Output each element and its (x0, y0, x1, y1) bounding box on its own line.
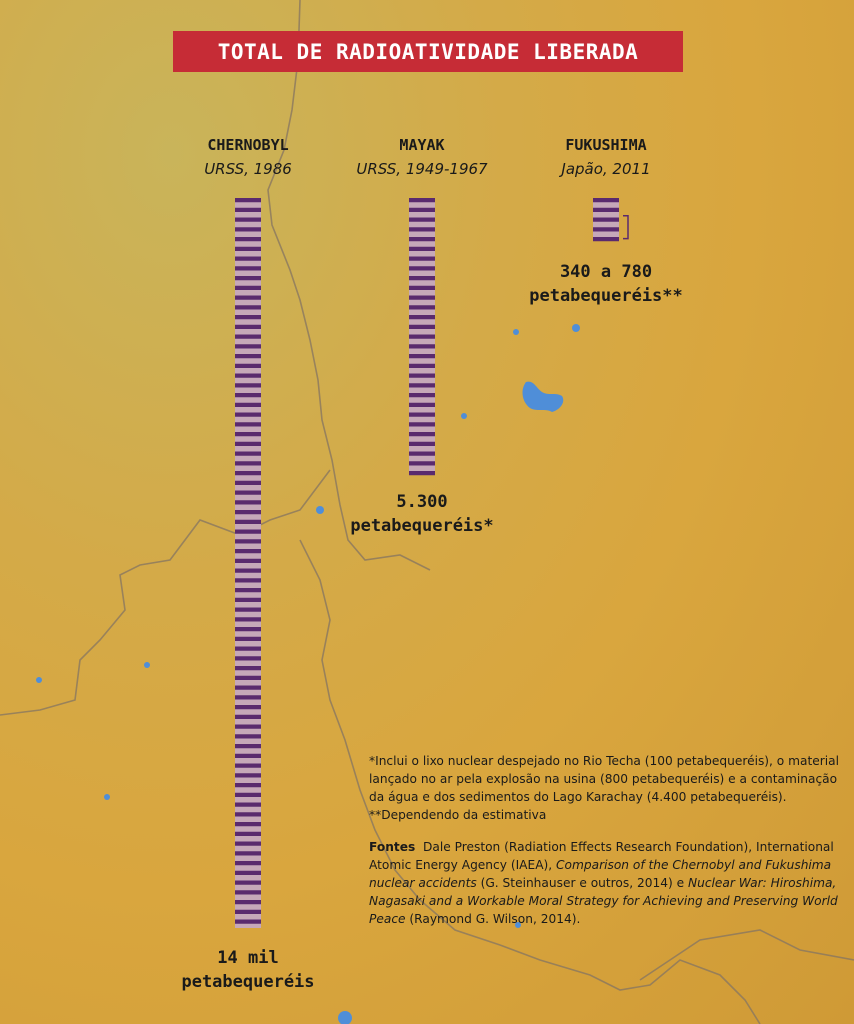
bar-stripe (235, 374, 261, 378)
fukushima-value-label (496, 260, 716, 308)
bar-stripe (235, 666, 261, 670)
range-bracket-fukushima (623, 216, 628, 239)
sources-text-3: (Raymond G. Wilson, 2014). (405, 912, 581, 926)
bar-stripe (409, 344, 435, 348)
bar-stripe (235, 296, 261, 300)
bar-stripe (593, 218, 619, 222)
bar-stripe (235, 608, 261, 612)
bar-stripe (593, 198, 619, 202)
bar-stripe (409, 393, 435, 397)
bar-stripe (235, 832, 261, 836)
bar-chernobyl (235, 198, 261, 928)
bar-stripe (409, 325, 435, 329)
bar-stripe (409, 413, 435, 417)
bar-stripe (235, 305, 261, 309)
bar-stripe (235, 754, 261, 758)
bar-stripe (409, 432, 435, 436)
bar-stripe (235, 656, 261, 660)
bar-stripe (235, 247, 261, 251)
bar-stripe (409, 247, 435, 251)
bar-stripe (235, 208, 261, 212)
bar-stripe (235, 920, 261, 924)
bar-stripe (235, 793, 261, 797)
bar-stripe (235, 500, 261, 504)
bar-stripe (409, 354, 435, 358)
bar-stripe (409, 296, 435, 300)
bar-stripe (593, 208, 619, 212)
bar-stripe (235, 569, 261, 573)
bar-stripe (235, 559, 261, 563)
bar-stripe (235, 851, 261, 855)
bar-stripe (409, 198, 435, 202)
bar-stripe (593, 227, 619, 231)
bar-stripe (235, 393, 261, 397)
bar-stripe (235, 422, 261, 426)
sources-italic-1: Comparison of the Chernobyl and Fukushima nuclear accidents (369, 858, 832, 890)
bar-stripe (235, 578, 261, 582)
bar-mayak (409, 198, 435, 475)
bar-stripe (409, 276, 435, 280)
chernobyl-subtitle: URSS, 1986 (204, 160, 292, 178)
mayak-value-label (312, 490, 532, 538)
bar-stripe (235, 461, 261, 465)
bar-stripe (235, 842, 261, 846)
chernobyl-unit: petabequeréis (181, 972, 315, 992)
sources-italic-2: Nuclear War: Hiroshima, Nagasaki and a Workable Moral Strategy for Achieving and Preserving World Peace (369, 876, 838, 926)
bar-stripe (235, 227, 261, 231)
bar-stripe (235, 803, 261, 807)
bar-stripe (235, 822, 261, 826)
bar-fukushima (593, 198, 619, 241)
bar-stripe (409, 266, 435, 270)
bar-stripe (409, 315, 435, 319)
bar-stripe (235, 257, 261, 261)
notes-block (369, 752, 839, 942)
mayak-subtitle: URSS, 1949-1967 (356, 160, 488, 178)
mayak-unit: petabequeréis* (350, 516, 494, 536)
bar-stripe (409, 383, 435, 387)
chernobyl-value: 14 mil (217, 948, 279, 968)
bar-stripe (409, 335, 435, 339)
bar-stripe (235, 471, 261, 475)
bar-stripe (235, 286, 261, 290)
bar-stripe (235, 549, 261, 553)
bar-stripe (409, 422, 435, 426)
bar-stripe (235, 588, 261, 592)
bar-stripe (235, 266, 261, 270)
footnote: *Inclui o lixo nuclear despejado no Rio Techa (100 petabequeréis), o material lançado no ar pela explosão na usina (800 petabequeréis) e a contaminação da água e dos sedimentos do Lago Karachay (4.400 petabequeréis). **Dependendo da estimativa (369, 754, 840, 822)
bar-stripe (235, 637, 261, 641)
bar-stripe (409, 374, 435, 378)
bar-stripe (235, 442, 261, 446)
bar-stripe (235, 890, 261, 894)
bar-stripe (409, 364, 435, 368)
bar-stripe (235, 871, 261, 875)
bar-stripe (409, 218, 435, 222)
sources (369, 838, 839, 928)
bar-stripe (235, 695, 261, 699)
bar-stripe (409, 257, 435, 261)
bar-stripe (235, 764, 261, 768)
mayak-label: MAYAK (399, 136, 445, 154)
bar-stripe (235, 530, 261, 534)
sources-label: Fontes (369, 840, 416, 854)
bar-stripe (235, 910, 261, 914)
bar-stripe (235, 491, 261, 495)
bar-stripe (235, 198, 261, 202)
bar-stripe (235, 598, 261, 602)
bar-stripe (235, 861, 261, 865)
sources-text-1: Dale Preston (Radiation Effects Research Foundation), International Atomic Energy Agency (IAEA), (369, 840, 834, 872)
bar-stripe (409, 471, 435, 475)
bar-stripe (409, 237, 435, 241)
bar-stripe (235, 432, 261, 436)
bar-stripe (409, 227, 435, 231)
bar-stripe (235, 510, 261, 514)
bar-stripe (235, 647, 261, 651)
bar-stripe (235, 520, 261, 524)
mayak-value: 5.300 (396, 492, 448, 512)
bar-stripe (235, 539, 261, 543)
bar-stripe (235, 627, 261, 631)
bar-stripe (235, 744, 261, 748)
bar-stripe (235, 812, 261, 816)
bar-stripe (235, 881, 261, 885)
bar-stripe (409, 403, 435, 407)
bar-stripe (235, 335, 261, 339)
bar-stripe (235, 452, 261, 456)
bar-stripe (409, 452, 435, 456)
bar-stripe (235, 354, 261, 358)
chernobyl-label: CHERNOBYL (207, 136, 289, 154)
fukushima-subtitle: Japão, 2011 (561, 160, 651, 178)
bar-stripe (235, 481, 261, 485)
bar-stripe (235, 676, 261, 680)
bar-stripe (409, 208, 435, 212)
bar-stripe (235, 344, 261, 348)
bar-stripe (235, 237, 261, 241)
bar-stripe (235, 734, 261, 738)
fukushima-unit: petabequeréis** (529, 286, 683, 306)
bar-stripe (593, 237, 619, 241)
bar-stripe (409, 461, 435, 465)
bar-stripe (235, 725, 261, 729)
bar-stripe (235, 315, 261, 319)
fukushima-label: FUKUSHIMA (565, 136, 647, 154)
bar-stripe (235, 705, 261, 709)
bar-stripe (235, 715, 261, 719)
chart-title: TOTAL DE RADIOATIVIDADE LIBERADA (173, 31, 683, 72)
fukushima-value: 340 a 780 (559, 262, 653, 282)
bar-stripe (235, 218, 261, 222)
bar-stripe (235, 276, 261, 280)
sources-text-2: (G. Steinhauser e outros, 2014) e (476, 876, 688, 890)
bar-stripe (235, 403, 261, 407)
bar-stripe (409, 286, 435, 290)
bar-stripe (235, 383, 261, 387)
bar-stripe (235, 686, 261, 690)
bar-stripe (409, 305, 435, 309)
bar-stripe (235, 617, 261, 621)
bar-stripe (235, 900, 261, 904)
bar-stripe (235, 325, 261, 329)
bar-stripe (235, 783, 261, 787)
bar-stripe (235, 773, 261, 777)
chernobyl-value-label (138, 946, 358, 994)
bar-stripe (409, 442, 435, 446)
bar-stripe (235, 364, 261, 368)
bar-stripe (235, 413, 261, 417)
